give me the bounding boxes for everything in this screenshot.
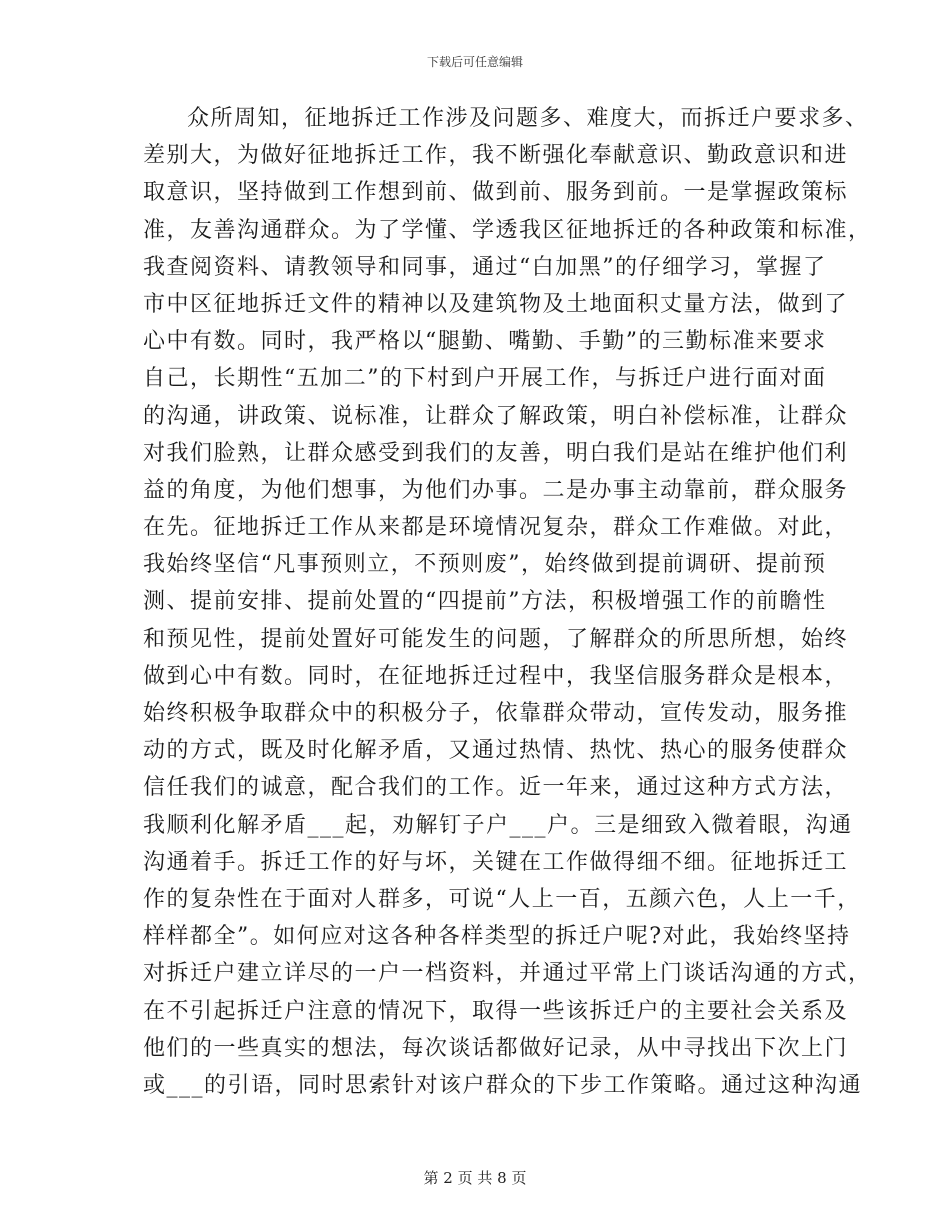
text-line: 样样都全”。如何应对这各种各样类型的拆迁户呢?对此，我始终坚持 (143, 924, 851, 950)
text-line: 市中区征地拆迁文件的精神以及建筑物及土地面积丈量方法，做到了 (143, 291, 849, 317)
page-header: 下载后可任意编辑 (426, 55, 523, 69)
text-line: 准，友善沟通群众。为了学懂、学透我区征地拆迁的各种政策和标准， (143, 217, 872, 243)
text-line: 测、提前安排、提前处置的“四提前”方法，积极增强工作的前瞻性 (143, 589, 827, 615)
text-line: 做到心中有数。同时，在征地拆迁过程中，我坚信服务群众是根本， (143, 663, 849, 689)
text-line: 和预见性，提前处置好可能发生的问题，了解群众的所思所想，始终 (143, 626, 849, 652)
text-line: 作的复杂性在于面对人群多，可说“人上一百，五颜六色，人上一千， (143, 886, 861, 912)
text-line: 或___的引语，同时思索针对该户群众的下步工作策略。通过这种沟通 (143, 1072, 863, 1098)
text-line: 的沟通，讲政策、说标准，让群众了解政策，明白补偿标准，让群众 (143, 403, 849, 429)
text-line: 我始终坚信“凡事预则立，不预则废”，始终做到提前调研、提前预 (143, 552, 827, 578)
text-line: 在先。征地拆迁工作从来都是环境情况复杂，群众工作难做。对此， (143, 515, 849, 541)
text-line: 心中有数。同时，我严格以“腿勤、嘴勤、手勤”的三勤标准来要求 (143, 329, 827, 355)
text-line: 始终积极争取群众中的积极分子，依靠群众带动，宣传发动，服务推 (143, 701, 849, 726)
text-line: 取意识，坚持做到工作想到前、做到前、服务到前。一是掌握政策标 (143, 180, 849, 206)
text-line: 自己，长期性“五加二”的下村到户开展工作，与拆迁户进行面对面 (143, 366, 827, 392)
page-number: 第 2 页 共 8 页 (423, 1169, 527, 1187)
text-line: 众所周知，征地拆迁工作涉及问题多、难度大，而拆迁户要求多、 (187, 106, 869, 131)
text-line: 沟通着手。拆迁工作的好与坏，关键在工作做得细不细。征地拆迁工 (143, 849, 849, 875)
text-line: 差别大，为做好征地拆迁工作，我不断强化奉献意识、勤政意识和进 (143, 143, 849, 169)
text-line: 他们的一些真实的想法，每次谈话都做好记录，从中寻找出下次上门 (143, 1035, 849, 1061)
text-line: 我查阅资料、请教领导和同事，通过“白加黑”的仔细学习，掌握了 (143, 254, 827, 280)
text-line: 我顺利化解矛盾___起，劝解钉子户___户。三是细致入微着眼，沟通 (143, 812, 853, 838)
body-paragraph (143, 100, 872, 1104)
text-line: 信任我们的诚意，配合我们的工作。近一年来，通过这种方式方法， (143, 775, 849, 801)
text-line: 对拆迁户建立详尽的一户一档资料，并通过平常上门谈话沟通的方式， (143, 961, 872, 987)
text-line: 动的方式，既及时化解矛盾，又通过热情、热忱、热心的服务使群众 (143, 738, 849, 764)
text-line: 在不引起拆迁户注意的情况下，取得一些该拆迁户的主要社会关系及 (143, 998, 849, 1024)
text-line: 益的角度，为他们想事，为他们办事。二是办事主动靠前，群众服务 (143, 477, 849, 503)
text-line: 对我们脸熟，让群众感受到我们的友善，明白我们是站在维护他们利 (143, 440, 849, 466)
